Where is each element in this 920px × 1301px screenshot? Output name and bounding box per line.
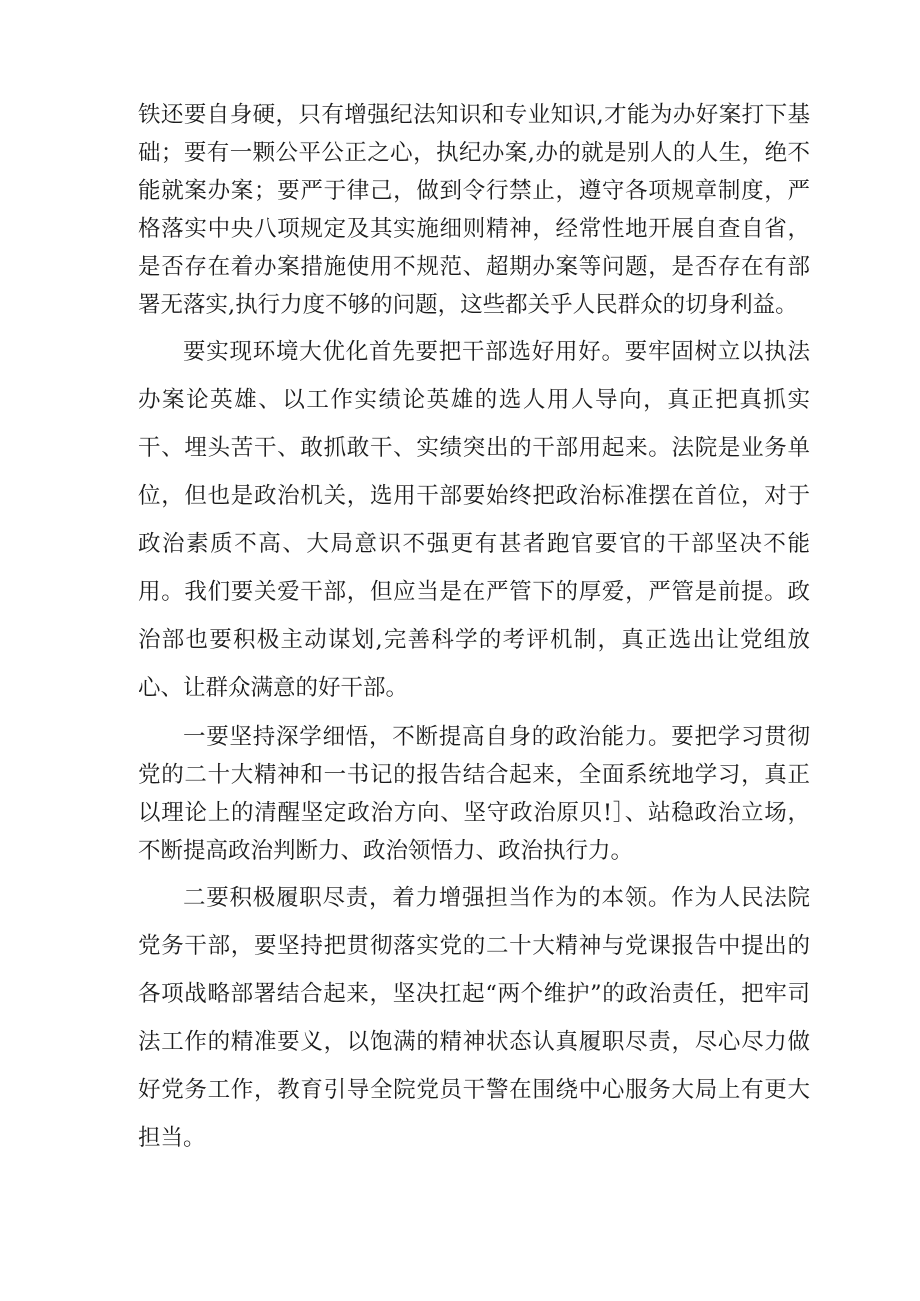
- paragraph-point-two: 二要积极履职尽责，着力增强担当作为的本领。作为人民法院党务干部，要坚持把贯彻落实党的二十大精神与党课报告中提出的各项战略部署结合起来，坚决扛起“两个维护”的政治责任，把牢司法工作的精准要义，以饱满的精神状态认真履职尽责，尽心尽力做好党务工作，教育引导全院党员干警在围绕中心服务大局上有更大担当。: [138, 885, 810, 1151]
- document-body: [138, 96, 810, 1162]
- paragraph-point-one: 一要坚持深学细悟，不断提高自身的政治能力。要把学习贯彻党的二十大精神和一书记的报告结合起来，全面系统地学习，真正以理论上的清醒坚定政治方向、坚守政治原贝!］、站稳政治立场，不断提高政治判断力、政治领悟力、政治执行力。: [138, 724, 810, 864]
- paragraph-cadre-selection: 要实现环境大优化首先要把干部选好用好。要牢固树立以执法办案论英雄、以工作实绩论英雄的选人用人导向，真正把真抓实干、埋头苦干、敢抓敢干、实绩突出的干部用起来。法院是业务单位，但也是政治机关，选用干部要始终把政治标准摆在首位，对于政治素质不高、大局意识不强更有甚者跑官要官的干部坚决不能用。我们要关爱干部，但应当是在严管下的厚爱，严管是前提。政治部也要积极主动谋划,完善科学的考评机制，真正选出让党组放心、让群众满意的好干部。: [138, 339, 810, 701]
- paragraph-continuation: 铁还要自身硬，只有增强纪法知识和专业知识,才能为办好案打下基础；要有一颗公平公正之心，执纪办案,办的就是别人的人生，绝不能就案办案；要严于律己，做到令行禁止，遵守各项规章制度，严格落实中央八项规定及其实施细则精神，经常性地开展自查自省，是否存在着办案措施使用不规范、超期办案等问题，是否存在有部署无落实,执行力度不够的问题，这些都关乎人民群众的切身利益。: [138, 102, 810, 318]
